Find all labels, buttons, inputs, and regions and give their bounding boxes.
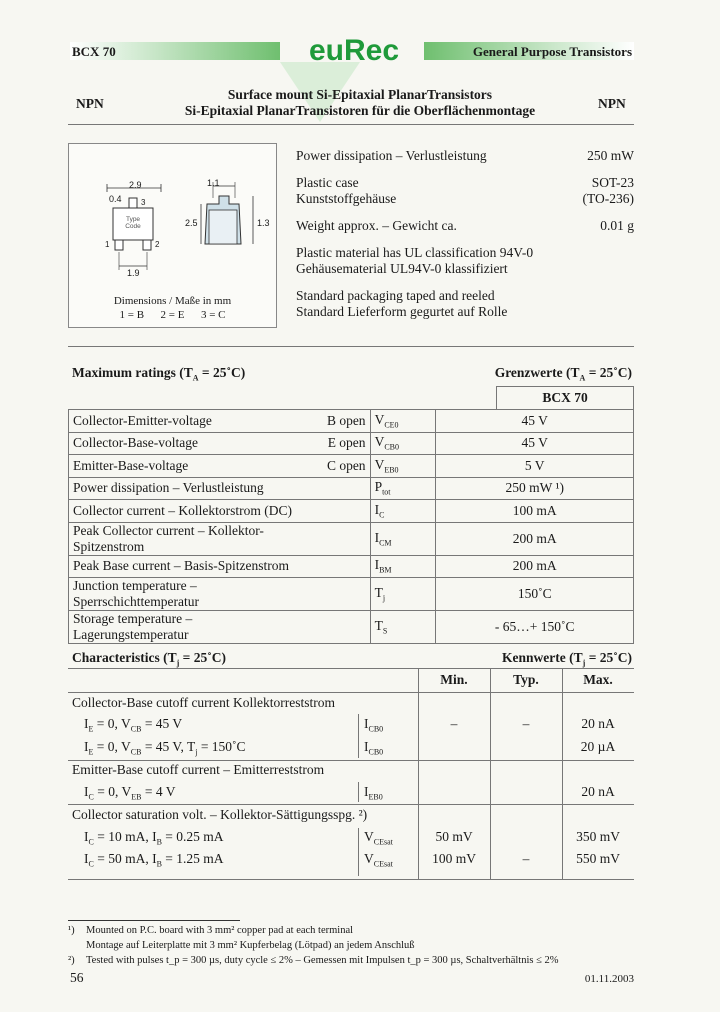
param-label: Emitter-Base-voltage xyxy=(69,455,301,478)
cond-vcesat-2: $I_C = 50$ mA, $I_B = 1.25$ mA xyxy=(84,851,224,869)
footnote-2: Tested with pulses t_p = 300 µs, duty cycle ≤ 2% – Gemessen mit Impulsen t_p = 300 µs, Schaltverhältnis ≤ 2% xyxy=(86,955,559,966)
footnote-1-en: Mounted on P.C. board with 3 mm² copper pad at each terminal xyxy=(86,925,354,936)
dim-1-3: 1.3 xyxy=(257,218,270,228)
spec-case-de: Kunststoffgehäuse (TO-236) xyxy=(296,191,634,206)
dim-1-1: 1.1 xyxy=(207,178,220,188)
param-condition: B open xyxy=(300,410,370,433)
sym-vcesat-2: $V_{CEsat}$ xyxy=(364,851,393,869)
polarity-right: NPN xyxy=(598,96,626,111)
min-vcesat-2: 100 mV xyxy=(432,851,476,866)
bcx70-column-header: BCX 70 xyxy=(497,387,634,410)
header-divider xyxy=(68,124,634,125)
footnote-2-mark: ²) xyxy=(68,955,75,966)
type-code-label: Type Code xyxy=(125,216,141,230)
sym-icb0-2: $I_{CB0}$ xyxy=(364,739,384,757)
table-row xyxy=(69,410,634,433)
param-value: 250 mW ¹) xyxy=(436,477,634,500)
param-label: Peak Collector current – Kollektor-Spitzenstrom xyxy=(69,522,301,555)
param-value: 150˚C xyxy=(436,578,634,611)
subtitle-english: Surface mount Si-Epitaxial PlanarTransistors xyxy=(227,87,493,102)
max-ratings-rows xyxy=(68,409,634,644)
param-condition: C open xyxy=(300,455,370,478)
max-vcesat-2: 550 mV xyxy=(576,851,620,866)
param-symbol: $V_{CB0}$ xyxy=(370,432,436,455)
sym-vcesat-1: $V_{CEsat}$ xyxy=(364,829,393,847)
param-condition: E open xyxy=(300,432,370,455)
param-symbol: $V_{CE0}$ xyxy=(370,410,436,433)
param-symbol: $V_{EB0}$ xyxy=(370,455,436,478)
spec-packaging: Standard packaging taped and reeled xyxy=(296,288,495,303)
cond-icb0-2: $I_E = 0$, $V_{CB} = 45$ V, $T_j$ = 150˚C xyxy=(84,739,246,757)
dim-2-9: 2.9 xyxy=(129,180,142,190)
cond-ieb0: $I_C = 0$, $V_{EB} = 4$ V xyxy=(84,784,176,802)
col-typ: Typ. xyxy=(513,672,539,687)
dim-0-4: 0.4 xyxy=(109,194,122,204)
dim-2-5: 2.5 xyxy=(185,218,198,228)
param-condition xyxy=(300,578,370,611)
kennwerte-title: Kennwerte ($T_j$ = 25˚C) xyxy=(502,650,632,668)
spec-ul-de: Gehäusematerial UL94V-0 klassifiziert xyxy=(296,261,508,276)
col-max: Max. xyxy=(583,672,613,687)
footnote-divider xyxy=(68,920,240,921)
dimensions-caption: Dimensions / Maße in mm xyxy=(113,295,232,307)
table-row xyxy=(69,522,634,555)
header-bar xyxy=(70,34,634,67)
pin-assignment: 1 = B 2 = E 3 = C xyxy=(119,309,226,321)
param-value: 200 mA xyxy=(436,522,634,555)
group-emitter-base-cutoff: Emitter-Base cutoff current – Emitterreststrom xyxy=(72,762,325,777)
sym-icb0-1: $I_{CB0}$ xyxy=(364,716,384,734)
pin-1-label: 1 xyxy=(105,240,110,249)
param-label: Peak Base current – Basis-Spitzenstrom xyxy=(69,555,301,578)
cond-icb0-1: $I_E = 0$, $V_{CB} = 45$ V xyxy=(84,716,183,734)
footnote-1-mark: ¹) xyxy=(68,925,75,936)
table-row xyxy=(69,455,634,478)
max-vcesat-1: 350 mV xyxy=(576,829,620,844)
param-condition xyxy=(300,477,370,500)
min-icb0-1: – xyxy=(450,716,458,731)
param-label: Storage temperature – Lagerungstemperatur xyxy=(69,611,301,644)
param-label: Collector-Emitter-voltage xyxy=(69,410,301,433)
max-ieb0: 20 nA xyxy=(581,784,615,799)
table-row xyxy=(69,432,634,455)
page-number: 56 xyxy=(70,970,84,985)
param-value: 5 V xyxy=(436,455,634,478)
param-symbol: $T_j$ xyxy=(370,578,436,611)
param-symbol: $P_{tot}$ xyxy=(370,477,436,500)
footnote-1-de: Montage auf Leiterplatte mit 3 mm² Kupferbelag (Lötpad) an jedem Anschluß xyxy=(86,940,415,951)
param-symbol: $T_S$ xyxy=(370,611,436,644)
param-value: 100 mA xyxy=(436,500,634,523)
subtitle-german: Si-Epitaxial PlanarTransistoren für die Oberflächenmontage xyxy=(184,103,536,118)
section-divider xyxy=(68,346,634,347)
param-label: Collector current – Kollektorstrom (DC) xyxy=(69,500,301,523)
param-label: Junction temperature – Sperrschichttemperatur xyxy=(69,578,301,611)
table-row xyxy=(69,500,634,523)
param-value: 200 mA xyxy=(436,555,634,578)
characteristics-title: Characteristics ($T_j$ = 25˚C) xyxy=(72,650,226,668)
polarity-left: NPN xyxy=(76,96,104,111)
max-icb0-2: 20 µA xyxy=(580,739,616,754)
pin-2-label: 2 xyxy=(155,240,160,249)
spec-power: Power dissipation – Verlustleistung 250 mW xyxy=(296,148,634,163)
pin-3-label: 3 xyxy=(141,198,146,207)
cond-vcesat-1: $I_C = 10$ mA, $I_B = 0.25$ mA xyxy=(84,829,224,847)
param-condition xyxy=(300,522,370,555)
typ-vcesat-2: – xyxy=(522,851,530,866)
eurec-logo: euRec xyxy=(308,34,400,67)
spec-ul: Plastic material has UL classification 94V-0 xyxy=(296,245,534,260)
table-row xyxy=(69,578,634,611)
table-row xyxy=(69,477,634,500)
max-ratings-title: Maximum ratings ($T_A$ = 25˚C) xyxy=(72,365,246,383)
spec-packaging-de: Standard Lieferform gegurtet auf Rolle xyxy=(296,304,508,319)
param-condition xyxy=(300,611,370,644)
max-ratings-table xyxy=(68,386,634,410)
param-symbol: $I_{CM}$ xyxy=(370,522,436,555)
param-symbol: $I_{BM}$ xyxy=(370,555,436,578)
param-symbol: $I_C$ xyxy=(370,500,436,523)
group-collector-base-cutoff: Collector-Base cutoff current Kollektorreststrom xyxy=(72,695,336,710)
min-vcesat-1: 50 mV xyxy=(435,829,473,844)
package-drawing-box xyxy=(68,143,277,328)
param-value: 45 V xyxy=(436,410,634,433)
col-min: Min. xyxy=(440,672,468,687)
max-icb0-1: 20 nA xyxy=(581,716,615,731)
param-label: Collector-Base-voltage xyxy=(69,432,301,455)
max-ratings-body xyxy=(68,409,634,644)
sym-ieb0: $I_{EB0}$ xyxy=(364,784,383,802)
category-title: General Purpose Transistors xyxy=(472,44,632,59)
param-label: Power dissipation – Verlustleistung xyxy=(69,477,301,500)
grenzwerte-title: Grenzwerte ($T_A$ = 25˚C) xyxy=(494,365,632,383)
date: 01.11.2003 xyxy=(584,973,634,985)
param-condition xyxy=(300,500,370,523)
table-row xyxy=(69,555,634,578)
typ-icb0-1: – xyxy=(522,716,530,731)
table-header-row xyxy=(68,387,634,410)
spec-case: Plastic case SOT-23 xyxy=(296,175,634,190)
group-collector-saturation: Collector saturation volt. – Kollektor-Sättigungsspg. ²) xyxy=(72,807,368,822)
dim-1-9: 1.9 xyxy=(127,268,140,278)
part-number: BCX 70 xyxy=(72,44,116,59)
param-value: - 65…+ 150˚C xyxy=(436,611,634,644)
spec-weight: Weight approx. – Gewicht ca. 0.01 g xyxy=(296,218,634,233)
param-value: 45 V xyxy=(436,432,634,455)
param-condition xyxy=(300,555,370,578)
table-row xyxy=(69,611,634,644)
